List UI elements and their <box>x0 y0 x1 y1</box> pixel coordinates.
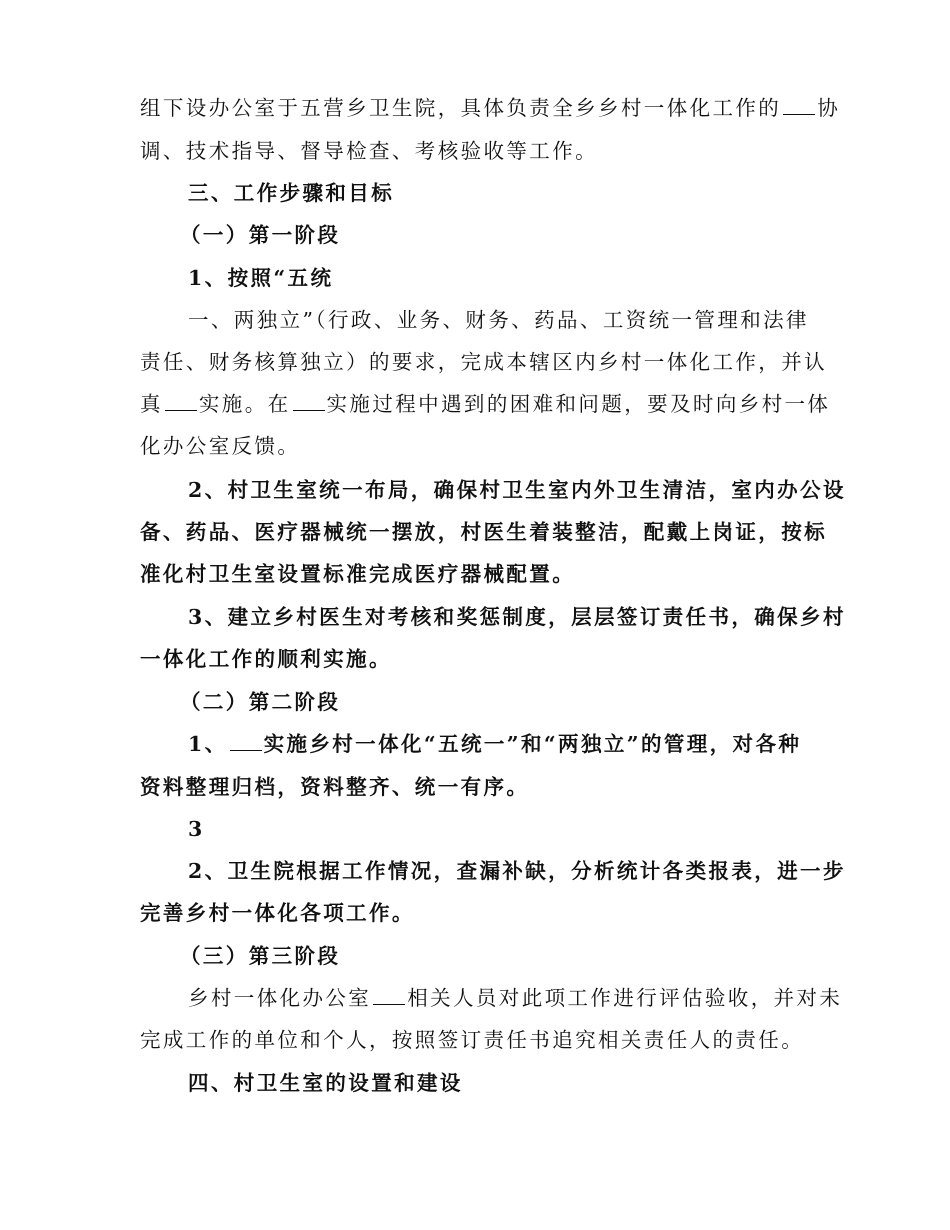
text-segment: 1、 <box>188 732 228 756</box>
paragraph-line: 责任、财务核算独立）的要求，完成本辖区内乡村一体化工作，并认 <box>140 350 827 374</box>
text-segment: 协 <box>817 96 841 120</box>
fill-in-blank <box>783 96 815 115</box>
text-segment: 相关人员对此项工作进行评估验收，并对未 <box>407 986 843 1010</box>
paragraph-line: 完善乡村一体化各项工作。 <box>140 901 415 925</box>
paragraph-line: 完成工作的单位和个人，按照签订责任书追究相关责任人的责任。 <box>140 1028 805 1052</box>
text-segment: 实施过程中遇到的困难和问题，要及时向乡村一体 <box>326 392 831 416</box>
fill-in-blank <box>293 392 325 411</box>
paragraph-line: 3、建立乡村医生对考核和奖惩制度，层层签订责任书，确保乡村 <box>188 605 846 629</box>
stage-heading: （三）第三阶段 <box>180 944 341 968</box>
paragraph-line <box>140 94 841 122</box>
section-heading: 三、工作步骤和目标 <box>188 181 395 205</box>
fill-in-blank <box>373 986 405 1005</box>
text-segment: 组下设办公室于五营乡卫生院，具体负责全乡乡村一体化工作的 <box>140 96 782 120</box>
paragraph-line <box>140 390 831 418</box>
paragraph-line <box>188 984 868 1012</box>
paragraph-line <box>188 730 868 758</box>
paragraph-line: 化办公室反馈。 <box>140 434 301 458</box>
paragraph-line: 准化村卫生室设置标准完成医疗器械配置。 <box>140 562 576 586</box>
paragraph-line: 2、卫生院根据工作情况，查漏补缺，分析统计各类报表，进一步 <box>188 859 846 883</box>
paragraph-line: 一、两独立”（行政、业务、财务、药品、工资统一管理和法律 <box>188 308 809 332</box>
paragraph-line: 备、药品、医疗器械统一摆放，村医生着装整洁，配戴上岗证，按标 <box>140 520 827 544</box>
fill-in-blank <box>230 732 262 751</box>
fill-in-blank <box>165 392 197 411</box>
paragraph-line: 资料整理归档，资料整齐、统一有序。 <box>140 775 530 799</box>
text-segment: 真 <box>140 392 163 416</box>
stage-heading: （一）第一阶段 <box>180 223 341 247</box>
text-segment: 乡村一体化办公室 <box>188 986 372 1010</box>
text-segment: 实施乡村一体化“五统一”和“两独立”的管理，对各种 <box>263 732 802 756</box>
stage-heading: （二）第二阶段 <box>180 690 341 714</box>
page-number: 3 <box>188 817 205 841</box>
paragraph-line: 一体化工作的顺利实施。 <box>140 647 392 671</box>
text-segment: 实施。在 <box>198 392 291 416</box>
item-title: 1、按照“五统 <box>188 266 334 290</box>
section-heading: 四、村卫生室的设置和建设 <box>188 1071 463 1095</box>
paragraph-line: 2、村卫生室统一布局，确保村卫生室内外卫生清洁，室内办公设 <box>188 478 846 502</box>
paragraph-line: 调、技术指导、督导检查、考核验收等工作。 <box>140 139 598 163</box>
